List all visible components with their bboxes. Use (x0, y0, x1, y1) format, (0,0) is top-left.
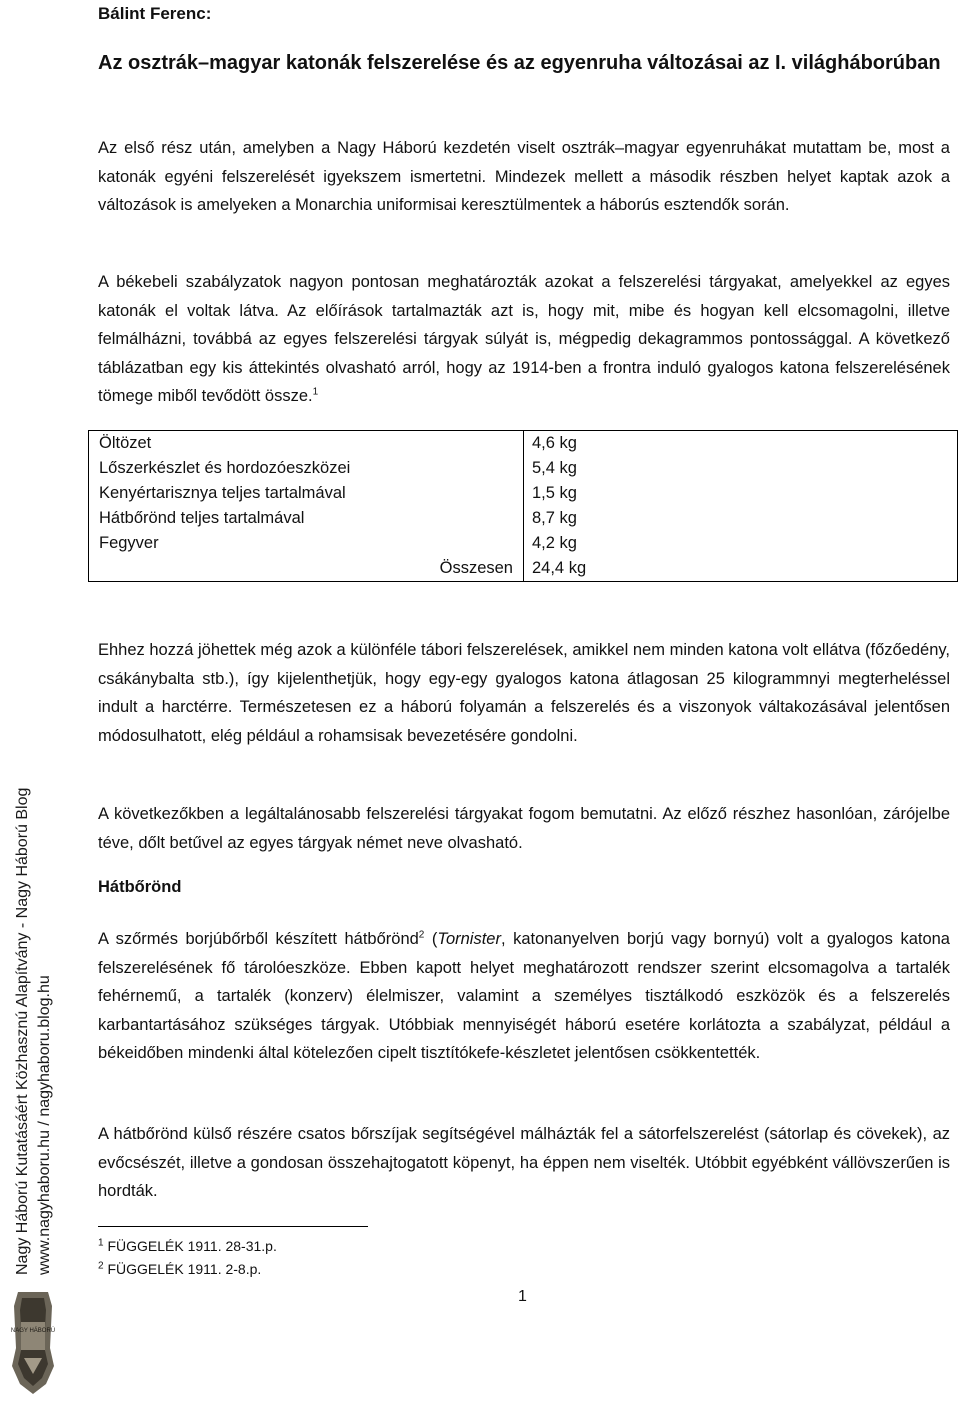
item-weight-cell: 4,6 kg (524, 431, 958, 457)
item-name-cell: Hátbőrönd teljes tartalmával (89, 506, 524, 531)
page-number: 1 (518, 1288, 527, 1305)
item-weight-cell: 8,7 kg (524, 506, 958, 531)
item-weight-cell: 4,2 kg (524, 531, 958, 556)
item-name-cell: Lőszerkészlet és hordozóeszközei (89, 456, 524, 481)
footnote-1-text: FÜGGELÉK 1911. 28-31.p. (103, 1238, 277, 1254)
footnote-2-number: 2 (98, 1260, 104, 1272)
footnote-ref-2: 2 (418, 929, 425, 941)
table-row (89, 456, 958, 481)
sidebar-watermark (12, 715, 62, 1275)
footnote-2 (98, 1261, 261, 1277)
footnote-1-number: 1 (98, 1237, 104, 1249)
paragraph-intro: Az első rész után, amelyben a Nagy Háború kezdetén viselt osztrák–magyar egyenruhákat mutattam be, most a katonák egyéni felszerelését igyekszem ismertetni. Mindezek mellett a második részben helyet kaptak azok a változások is amelyeken a Monarchia uniformisai keresztülmentek a háborús esztendők során. (98, 139, 950, 214)
paragraph-hatborond-text-c: , katonanyelven borjú vagy bornyú) volt a gyalogos katona felszerelésének fő tárolóeszköze. Ebben kapott helyet meghatározott rendszer szerint elcsomagolva a tartalék fehérnemű, a tartalék (konzerv) élelmiszer, valamint a személyes tisztálkodó eszközök és a felszerelés karbantartásához szükséges tárgyak. Utóbbiak mennyiségét háború esetére korlátozta a szabályzat, például a békeidőben mindenki által kötelezően cipelt tisztítókefe-készletet jelentősen csökkentették. (98, 930, 950, 1062)
paragraph-hatborond (98, 925, 950, 1068)
paragraph-external-packing: A hátbőrönd külső részére csatos bőrszíjak segítségével málházták fel a sátorfelszerelést (sátorlap és cövekek), az evőcsészét, illetve a gondosan összehajtogatott köpenyt, ha éppen nem viselték. Utóbbit egyébként vállövszerűen is hordták. (98, 1125, 950, 1200)
table-row (89, 531, 958, 556)
table-total-row (89, 556, 958, 582)
logo-text: NAGY HÁBORÚ (10, 1328, 56, 1334)
table-row (89, 431, 958, 457)
paragraph-regulations (98, 268, 950, 411)
table-row (89, 506, 958, 531)
footnote-separator (98, 1226, 368, 1227)
paragraph-hatborond-text-a: A szőrmés borjúbőrből készített hátbőrönd (98, 930, 419, 948)
author-name: Bálint Ferenc: (98, 4, 212, 23)
equipment-weight-table (88, 430, 958, 582)
item-name-cell: Kenyértarisznya teljes tartalmával (89, 481, 524, 506)
paragraph-regulations-text: A békebeli szabályzatok nagyon pontosan meghatározták azokat a felszerelési tárgyakat, amelyekkel az egyes katonák el voltak látva. Az előírások tartalmazták azt is, hogy mit, mibe és hogyan kell elcsomagolni, illetve felmálházni, továbbá az egyes felszerelési tárgyak súlyát is, mégpedig dekagrammos pontossággal. A következő táblázatban egy kis áttekintés olvasható arról, hogy az 1914-ben a frontra induló gyalogos katona felszerelésének tömege miből tevődött össze. (98, 273, 950, 405)
item-weight-cell: 5,4 kg (524, 456, 958, 481)
sidebar-foundation-name: Nagy Háború Kutatásáért Közhasznú Alapítvány - Nagy Háború Blog (14, 787, 31, 1275)
sidebar-website-urls: www.nagyhaboru.hu / nagyhaboru.blog.hu (36, 975, 53, 1275)
footnote-1 (98, 1238, 277, 1254)
paragraph-additional-equipment: Ehhez hozzá jöhettek még azok a különféle tábori felszerelések, amikkel nem minden katona volt ellátva (főzőedény, csákánybalta stb.), így kijelenthetjük, hogy egy-egy gyalogos katona átlagosan 25 kilogrammnyi megterheléssel indult a harctérre. Természetesen ez a háború folyamán a felszerelés és a viszonyok váltakozásával jelentősen módosulhatott, elég például a rohamsisak bevezetésére gondolni. (98, 641, 950, 745)
section-heading-hatborond: Hátbőrönd (98, 878, 182, 896)
item-name-cell: Fegyver (89, 531, 524, 556)
document-title: Az osztrák–magyar katonák felszerelése és az egyenruha változásai az I. világháborúban (98, 52, 941, 74)
paragraph-overview: A következőkben a legáltalánosabb felszerelési tárgyakat fogom bemutatni. Az előző részhez hasonlóan, zárójelbe téve, dőlt betűvel az egyes tárgyak német neve olvasható. (98, 805, 950, 852)
nagy-haboru-logo (10, 1288, 56, 1398)
footnote-2-text: FÜGGELÉK 1911. 2-8.p. (103, 1261, 262, 1277)
item-name-cell: Öltözet (89, 431, 524, 457)
german-term-tornister: Tornister (437, 930, 501, 948)
total-label-cell: Összesen (89, 556, 524, 582)
total-weight-cell: 24,4 kg (524, 556, 958, 582)
item-weight-cell: 1,5 kg (524, 481, 958, 506)
table-row (89, 481, 958, 506)
footnote-ref-1: 1 (312, 386, 319, 398)
paragraph-hatborond-text-b: ( (424, 930, 438, 948)
